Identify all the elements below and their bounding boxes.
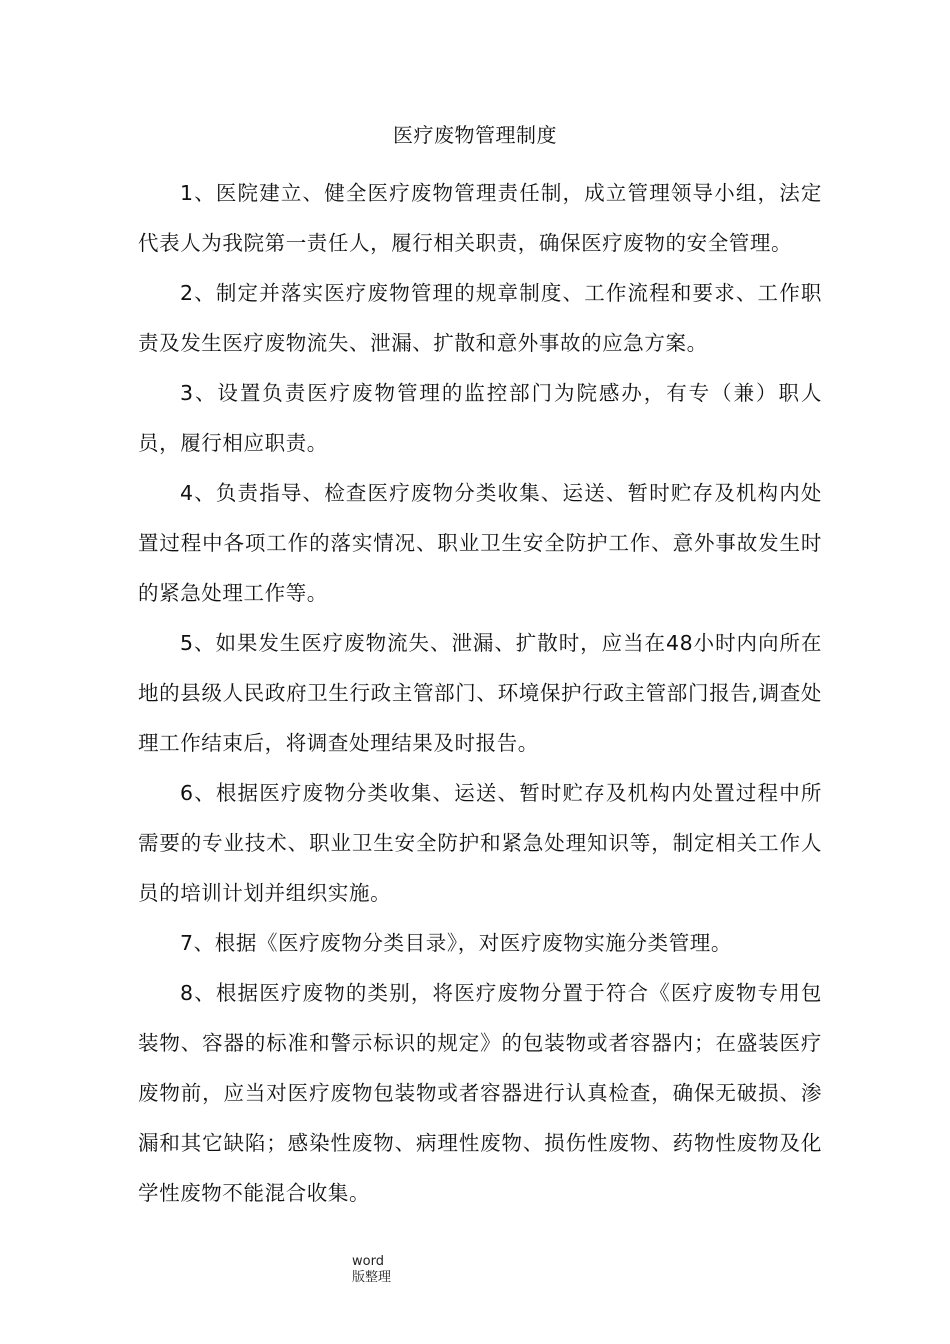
paragraph-6: 6、根据医疗废物分类收集、运送、暂时贮存及机构内处置过程中所需要的专业技术、职业卫生安全防护和紧急处理知识等，制定相关工作人员的培训计划并组织实施。	[138, 781, 822, 905]
paragraph-2: 2、制定并落实医疗废物管理的规章制度、工作流程和要求、工作职责及发生医疗废物流失、泄漏、扩散和意外事故的应急方案。	[138, 281, 822, 355]
page-footer	[352, 1254, 412, 1286]
footer-line-1: word	[352, 1254, 384, 1269]
paragraph-5: 5、如果发生医疗废物流失、泄漏、扩散时，应当在48小时内向所在地的县级人民政府卫生行政主管部门、环境保护行政主管部门报告,调查处理工作结束后，将调查处理结果及时报告。	[138, 631, 822, 755]
paragraph-1: 1、医院建立、健全医疗废物管理责任制，成立管理领导小组，法定代表人为我院第一责任人，履行相关职责，确保医疗废物的安全管理。	[138, 181, 822, 255]
paragraph-3: 3、设置负责医疗废物管理的监控部门为院感办，有专（兼）职人员，履行相应职责。	[138, 381, 822, 455]
document-body	[138, 168, 822, 1218]
document-title: 医疗废物管理制度	[393, 123, 557, 147]
paragraph-8: 8、根据医疗废物的类别，将医疗废物分置于符合《医疗废物专用包装物、容器的标准和警示标识的规定》的包装物或者容器内；在盛装医疗废物前，应当对医疗废物包装物或者容器进行认真检查，确保无破损、渗漏和其它缺陷；感染性废物、病理性废物、损伤性废物、药物性废物及化学性废物不能混合收集。	[138, 981, 822, 1205]
paragraph-4: 4、负责指导、检查医疗废物分类收集、运送、暂时贮存及机构内处置过程中各项工作的落实情况、职业卫生安全防护工作、意外事故发生时的紧急处理工作等。	[138, 481, 822, 605]
paragraph-7: 7、根据《医疗废物分类目录》，对医疗废物实施分类管理。	[180, 931, 732, 955]
footer-line-2: 版整理	[352, 1270, 392, 1285]
